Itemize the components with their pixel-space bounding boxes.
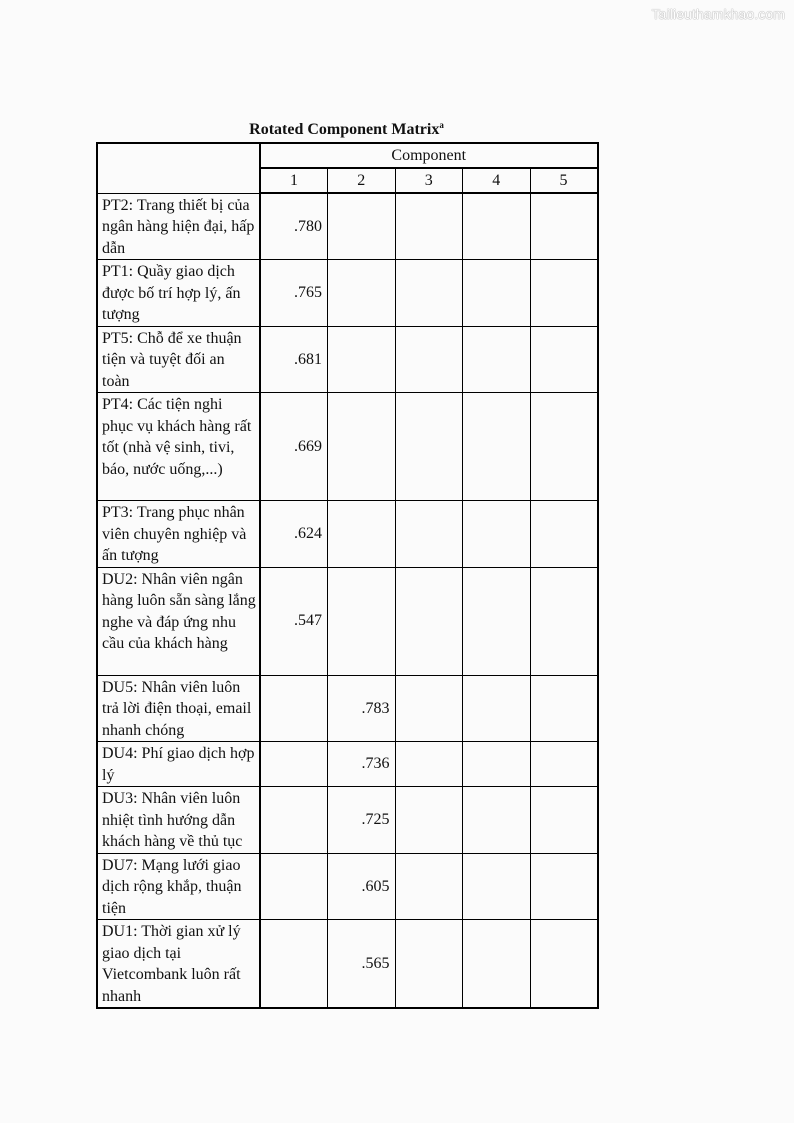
loading-cell-component-1 xyxy=(260,853,328,920)
loading-cell-component-2: .605 xyxy=(328,853,396,920)
row-label: PT3: Trang phục nhân viên chuyên nghiệp và ấn tượng xyxy=(97,501,260,568)
row-label: DU2: Nhân viên ngân hàng luôn sẵn sàng lắng nghe và đáp ứng nhu cầu của khách hàng xyxy=(97,567,260,675)
loading-cell-component-2 xyxy=(328,193,396,260)
row-label: DU4: Phí giao dịch hợp lý xyxy=(97,742,260,787)
loading-cell-component-5 xyxy=(530,326,598,393)
loading-cell-component-4 xyxy=(463,567,531,675)
loading-cell-component-3 xyxy=(395,501,463,568)
loading-cell-component-1 xyxy=(260,675,328,742)
table-row xyxy=(97,326,598,393)
table-row xyxy=(97,853,598,920)
header-corner-cell xyxy=(97,143,260,193)
loading-cell-component-4 xyxy=(463,742,531,787)
loading-cell-component-2 xyxy=(328,567,396,675)
loading-cell-component-1 xyxy=(260,742,328,787)
loading-cell-component-5 xyxy=(530,260,598,327)
header-row-group xyxy=(97,143,598,168)
row-label: DU5: Nhân viên luôn trả lời điện thoại, email nhanh chóng xyxy=(97,675,260,742)
row-label: PT2: Trang thiết bị của ngân hàng hiện đại, hấp dẫn xyxy=(97,193,260,260)
loading-cell-component-4 xyxy=(463,393,531,501)
loading-cell-component-4 xyxy=(463,675,531,742)
table-row xyxy=(97,260,598,327)
column-header-4: 4 xyxy=(463,168,531,193)
loading-cell-component-3 xyxy=(395,853,463,920)
loading-cell-component-1: .624 xyxy=(260,501,328,568)
loading-cell-component-3 xyxy=(395,920,463,1009)
loading-cell-component-3 xyxy=(395,326,463,393)
loading-cell-component-4 xyxy=(463,501,531,568)
row-label: PT4: Các tiện nghi phục vụ khách hàng rất tốt (nhà vệ sinh, tivi, báo, nước uống,...) xyxy=(97,393,260,501)
column-header-2: 2 xyxy=(328,168,396,193)
loading-cell-component-1: .669 xyxy=(260,393,328,501)
loading-cell-component-4 xyxy=(463,326,531,393)
loading-cell-component-2: .783 xyxy=(328,675,396,742)
table-title-footnote-mark: a xyxy=(439,120,444,130)
table-row xyxy=(97,193,598,260)
loading-cell-component-3 xyxy=(395,787,463,854)
loading-cell-component-5 xyxy=(530,567,598,675)
loading-cell-component-3 xyxy=(395,193,463,260)
loading-cell-component-2: .736 xyxy=(328,742,396,787)
loading-cell-component-1 xyxy=(260,787,328,854)
loading-cell-component-2 xyxy=(328,501,396,568)
loading-cell-component-5 xyxy=(530,501,598,568)
loading-cell-component-4 xyxy=(463,260,531,327)
table-body xyxy=(97,143,598,1008)
loading-cell-component-5 xyxy=(530,920,598,1009)
loading-cell-component-1: .681 xyxy=(260,326,328,393)
row-label: DU1: Thời gian xử lý giao dịch tại Vietcombank luôn rất nhanh xyxy=(97,920,260,1009)
loading-cell-component-4 xyxy=(463,920,531,1009)
loading-cell-component-5 xyxy=(530,742,598,787)
loading-cell-component-4 xyxy=(463,193,531,260)
row-label: PT5: Chỗ để xe thuận tiện và tuyệt đối an toàn xyxy=(97,326,260,393)
table-title-text: Rotated Component Matrix xyxy=(249,121,440,138)
row-label: PT1: Quầy giao dịch được bố trí hợp lý, ấn tượng xyxy=(97,260,260,327)
loading-cell-component-2 xyxy=(328,260,396,327)
table-row xyxy=(97,567,598,675)
loading-cell-component-1 xyxy=(260,920,328,1009)
watermark: Tailieuthamkhao.com xyxy=(651,6,785,22)
loading-cell-component-5 xyxy=(530,787,598,854)
loading-cell-component-4 xyxy=(463,853,531,920)
column-header-1: 1 xyxy=(260,168,328,193)
table-row xyxy=(97,787,598,854)
loading-cell-component-3 xyxy=(395,567,463,675)
loading-cell-component-4 xyxy=(463,787,531,854)
loading-cell-component-3 xyxy=(395,675,463,742)
loading-cell-component-3 xyxy=(395,393,463,501)
component-group-header: Component xyxy=(260,143,598,168)
loading-cell-component-5 xyxy=(530,393,598,501)
loading-cell-component-5 xyxy=(530,675,598,742)
table-row xyxy=(97,501,598,568)
loading-cell-component-2: .725 xyxy=(328,787,396,854)
table-row xyxy=(97,920,598,1009)
table-title xyxy=(96,121,597,139)
loading-cell-component-1: .547 xyxy=(260,567,328,675)
rotated-component-matrix-table xyxy=(96,142,599,1009)
table-row xyxy=(97,393,598,501)
row-label: DU7: Mạng lưới giao dịch rộng khắp, thuận tiện xyxy=(97,853,260,920)
loading-cell-component-5 xyxy=(530,853,598,920)
row-label: DU3: Nhân viên luôn nhiệt tình hướng dẫn khách hàng về thủ tục xyxy=(97,787,260,854)
loading-cell-component-5 xyxy=(530,193,598,260)
loading-cell-component-3 xyxy=(395,742,463,787)
table-row xyxy=(97,675,598,742)
loading-cell-component-1: .780 xyxy=(260,193,328,260)
column-header-3: 3 xyxy=(395,168,463,193)
loading-cell-component-2 xyxy=(328,326,396,393)
loading-cell-component-2: .565 xyxy=(328,920,396,1009)
loading-cell-component-1: .765 xyxy=(260,260,328,327)
loading-cell-component-2 xyxy=(328,393,396,501)
table-row xyxy=(97,742,598,787)
loading-cell-component-3 xyxy=(395,260,463,327)
column-header-5: 5 xyxy=(530,168,598,193)
